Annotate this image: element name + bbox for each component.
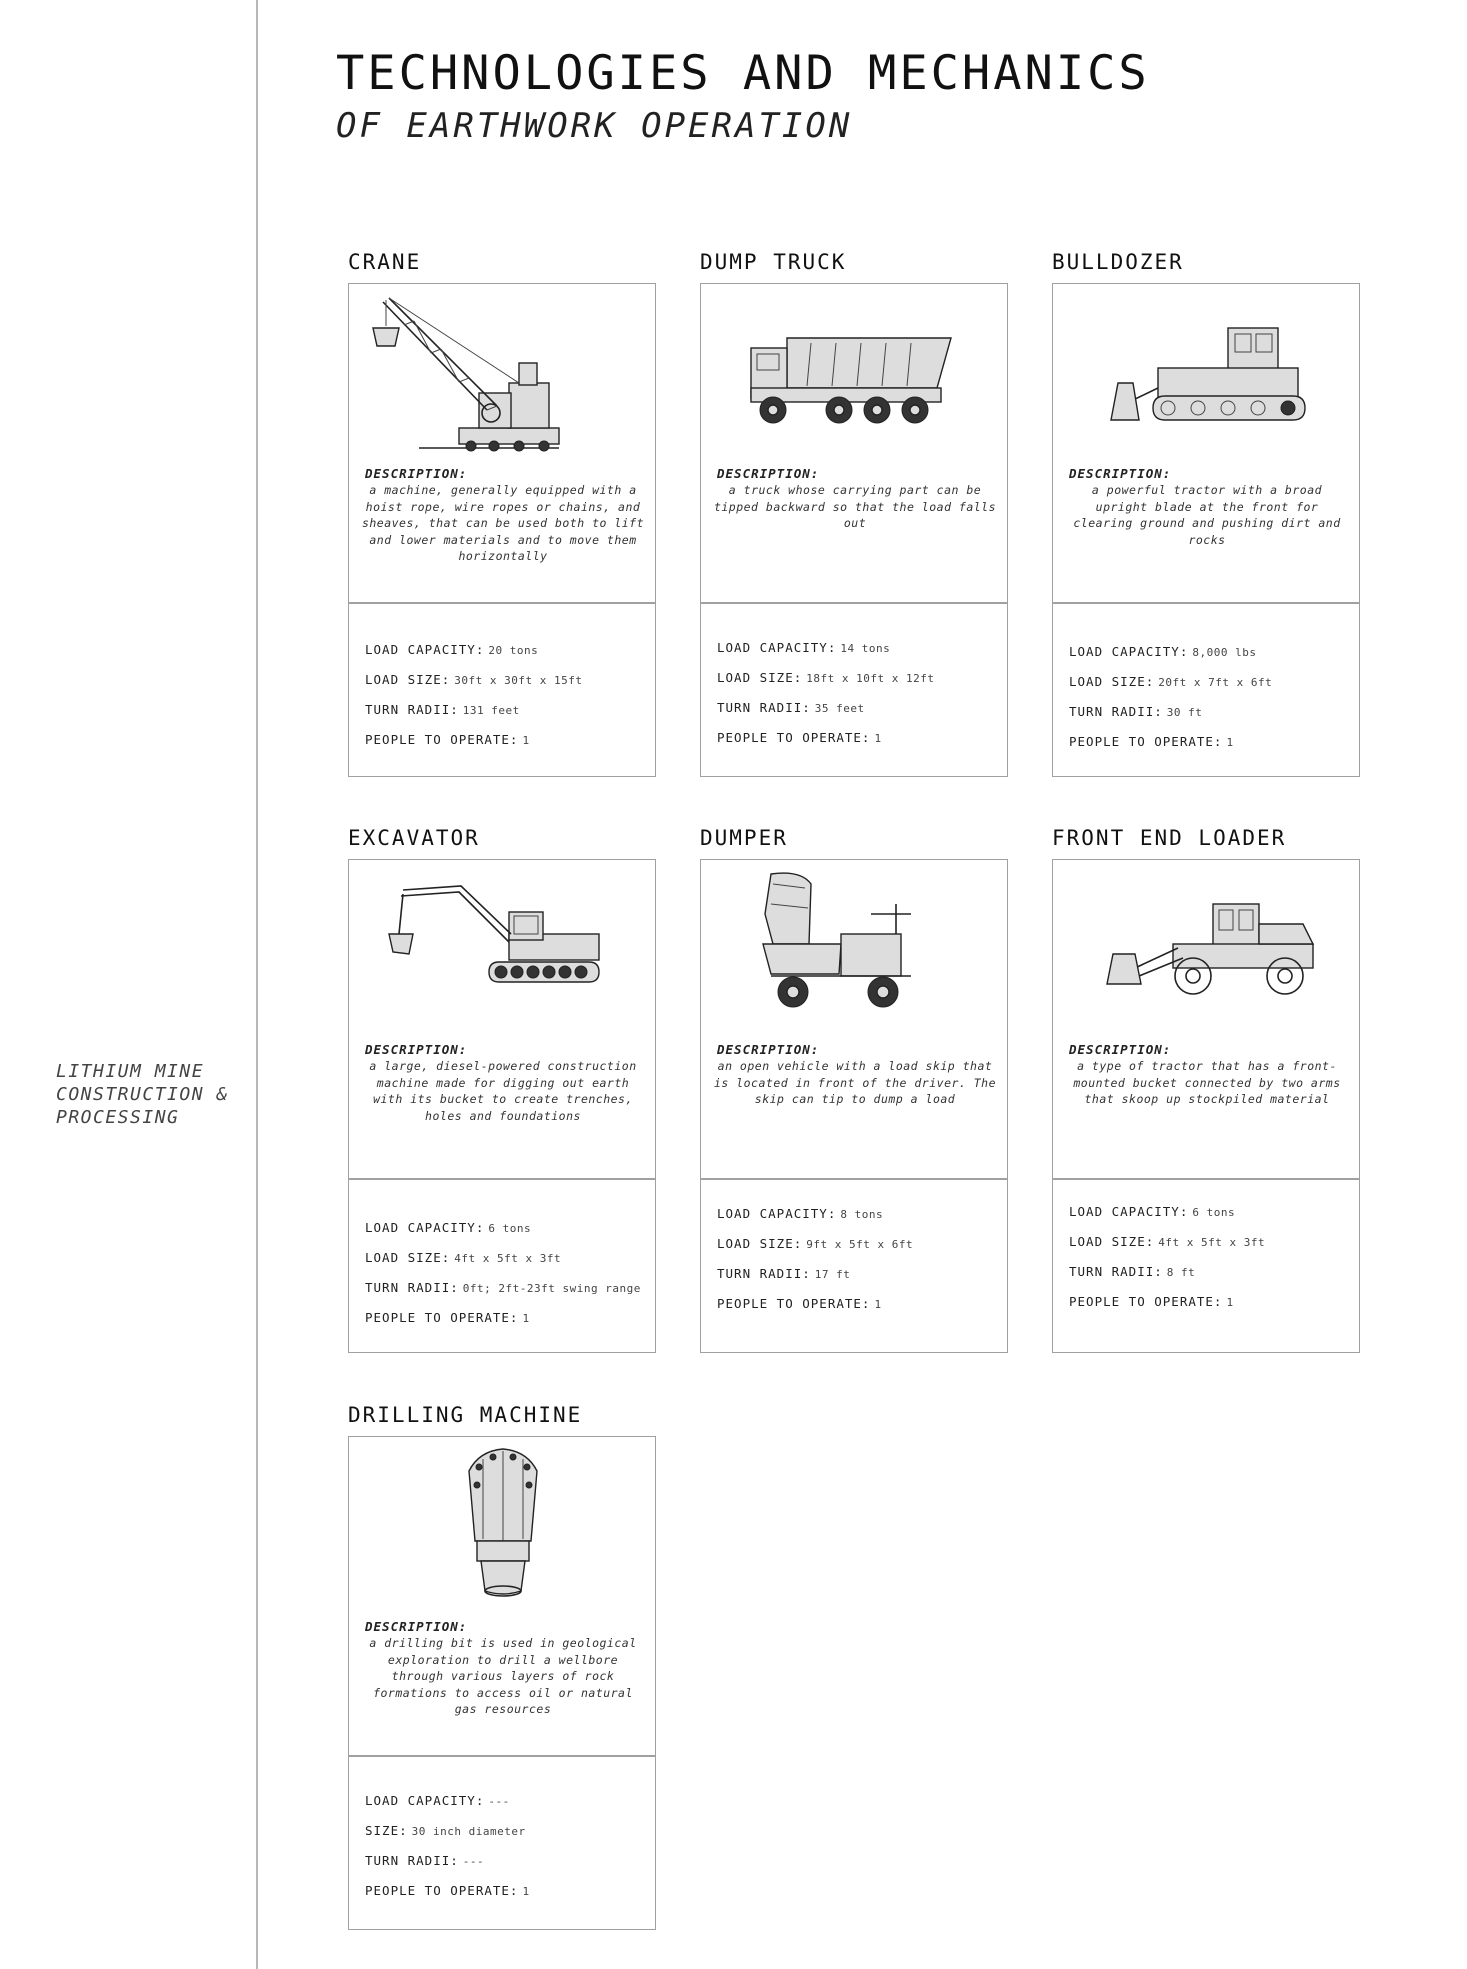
spec-list [1069,1204,1355,1324]
description-text: a type of tractor that has a front-mounted bucket connected by two arms that skoop up stockpiled material [1073,1059,1341,1106]
card-title: DUMP TRUCK [700,250,847,274]
spec-turn-radii: TURN RADII: 8 ft [1069,1264,1196,1279]
spec-list [365,1793,651,1913]
card-title: DUMPER [700,826,788,850]
description-text: a powerful tractor with a broad upright blade at the front for clearing ground and pushing dirt and rocks [1073,483,1341,547]
description-label: DESCRIPTION: [1069,466,1172,481]
spec-turn-radii: TURN RADII: 30 ft [1069,704,1203,719]
description-label: DESCRIPTION: [717,1042,820,1057]
card-divider [1053,1178,1359,1180]
spec-turn-radii: TURN RADII: 17 ft [717,1266,851,1281]
side-section-label: LITHIUM MINE CONSTRUCTION & PROCESSING [56,1061,229,1128]
card-title: EXCAVATOR [348,826,480,850]
spec-load-capacity: LOAD CAPACITY: 20 tons [365,642,539,657]
spec-list [1069,644,1355,764]
spec-list [717,640,1003,760]
front-end-loader-illustration [1063,864,1351,1034]
page-subtitle: OF EARTHWORK OPERATION [336,106,853,146]
spec-people: PEOPLE TO OPERATE: 1 [365,732,530,747]
spec-load-capacity: LOAD CAPACITY: 8,000 lbs [1069,644,1257,659]
description-label: DESCRIPTION: [365,466,468,481]
spec-turn-radii: TURN RADII: 131 feet [365,702,520,717]
crane-illustration [359,288,647,458]
spec-list [365,1220,651,1340]
spec-people: PEOPLE TO OPERATE: 1 [717,1296,882,1311]
card-frame [1052,283,1360,777]
spec-load-size: LOAD SIZE: 18ft x 10ft x 12ft [717,670,935,685]
card-frame [700,283,1008,777]
spec-load-size: LOAD SIZE: 30ft x 30ft x 15ft [365,672,583,687]
description-text: an open vehicle with a load skip that is located in front of the driver. The skip can tip to dump a load [713,1059,997,1106]
spec-people: PEOPLE TO OPERATE: 1 [1069,734,1234,749]
spec-turn-radii: TURN RADII: 35 feet [717,700,865,715]
drill-bit-illustration [359,1441,647,1611]
description-label: DESCRIPTION: [1069,1042,1172,1057]
card-divider [349,602,655,604]
spec-load-capacity: LOAD CAPACITY: 6 tons [365,1220,532,1235]
spec-load-size: LOAD SIZE: 4ft x 5ft x 3ft [365,1250,562,1265]
spec-people: PEOPLE TO OPERATE: 1 [365,1310,530,1325]
spec-load-size: LOAD SIZE: 4ft x 5ft x 3ft [1069,1234,1266,1249]
description-text: a large, diesel-powered construction machine made for digging out earth with its bucket to create trenches, holes and foundations [369,1059,637,1123]
card-title: FRONT END LOADER [1052,826,1287,850]
spec-people: PEOPLE TO OPERATE: 1 [1069,1294,1234,1309]
spec-people: PEOPLE TO OPERATE: 1 [717,730,882,745]
card-title: DRILLING MACHINE [348,1403,583,1427]
description-text: a truck whose carrying part can be tipped backward so that the load falls out [713,483,997,530]
spec-load-capacity: LOAD CAPACITY: 14 tons [717,640,891,655]
spec-list [365,642,651,762]
description-text: a machine, generally equipped with a hoist rope, wire ropes or chains, and sheaves, that can be used both to lift and lower materials and to move them horizontally [361,483,645,563]
spec-load-capacity: LOAD CAPACITY: --- [365,1793,510,1808]
spec-size: SIZE: 30 inch diameter [365,1823,526,1838]
excavator-illustration [359,864,647,1034]
description-label: DESCRIPTION: [365,1042,468,1057]
page-title: TECHNOLOGIES AND MECHANICS [336,46,1150,101]
card-divider [349,1178,655,1180]
card-frame [348,859,656,1353]
description-label: DESCRIPTION: [717,466,820,481]
card-frame [348,1436,656,1930]
card-frame [348,283,656,777]
spec-load-capacity: LOAD CAPACITY: 6 tons [1069,1204,1236,1219]
spec-list [717,1206,1003,1326]
description-label: DESCRIPTION: [365,1619,468,1634]
spec-turn-radii: TURN RADII: --- [365,1853,485,1868]
vertical-divider-line [256,0,258,1969]
spec-load-capacity: LOAD CAPACITY: 8 tons [717,1206,884,1221]
card-divider [701,1178,1007,1180]
card-frame [1052,859,1360,1353]
description-text: a drilling bit is used in geological exploration to drill a wellbore through various layers of rock formations to access oil or natural gas resources [369,1636,637,1716]
card-divider [1053,602,1359,604]
bulldozer-illustration [1063,288,1351,458]
spec-people: PEOPLE TO OPERATE: 1 [365,1883,530,1898]
card-divider [701,602,1007,604]
card-frame [700,859,1008,1353]
card-title: CRANE [348,250,422,274]
spec-load-size: LOAD SIZE: 9ft x 5ft x 6ft [717,1236,914,1251]
dumper-illustration [711,864,999,1034]
spec-load-size: LOAD SIZE: 20ft x 7ft x 6ft [1069,674,1273,689]
dump-truck-illustration [711,288,999,458]
spec-turn-radii: TURN RADII: 0ft; 2ft-23ft swing range [365,1280,641,1295]
card-title: BULLDOZER [1052,250,1184,274]
card-divider [349,1755,655,1757]
